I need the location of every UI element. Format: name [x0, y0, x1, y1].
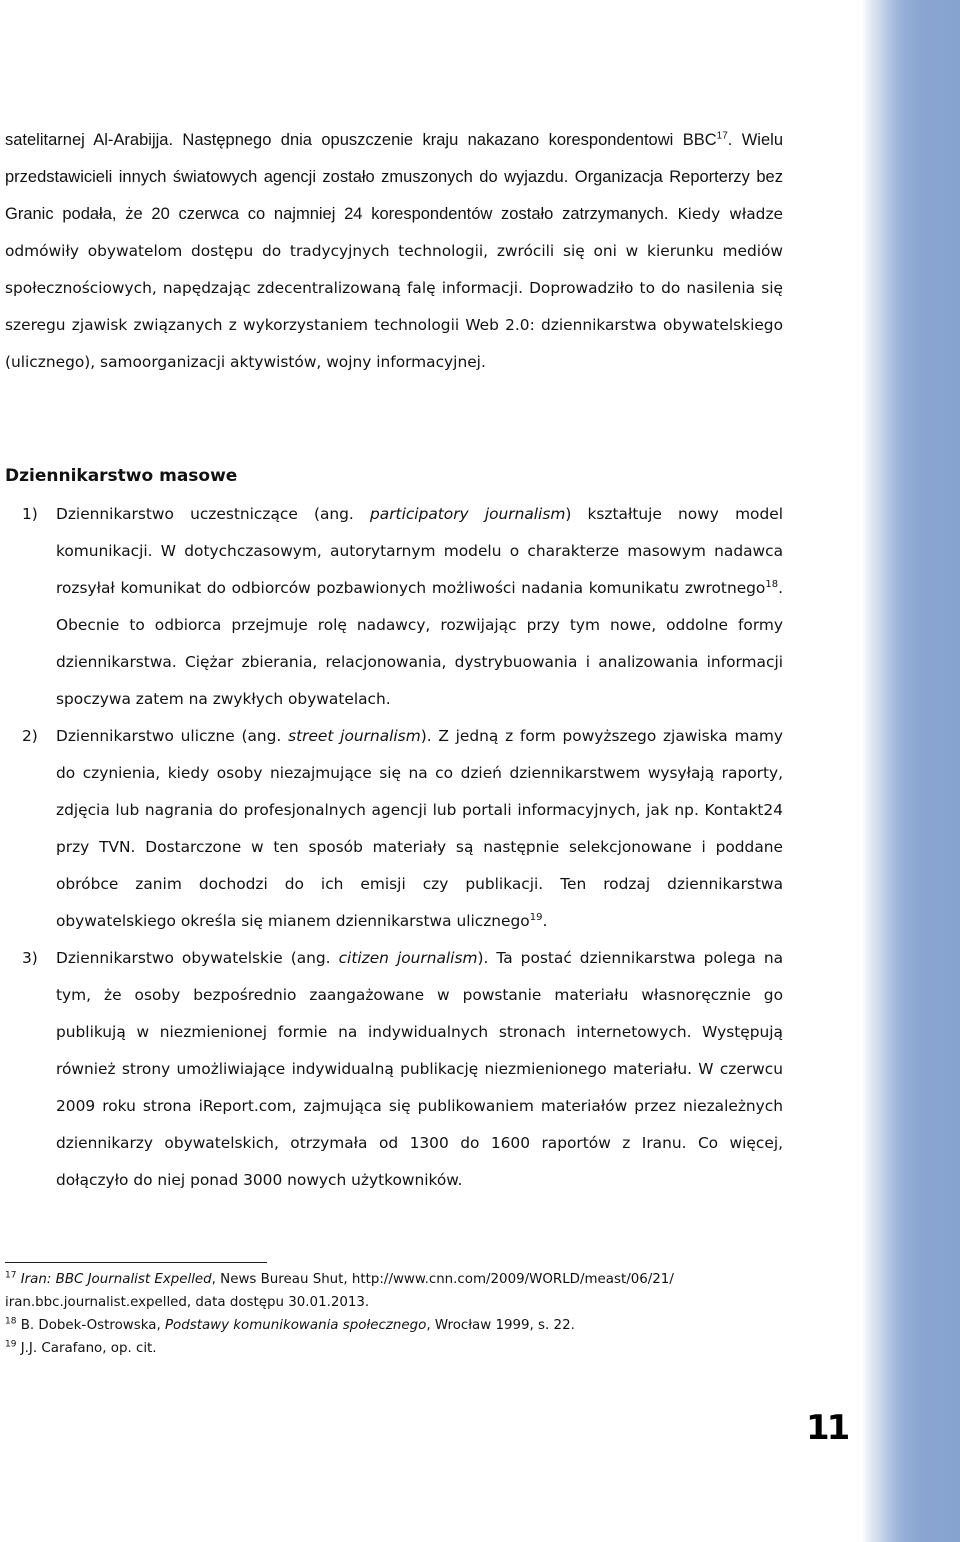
footnote: [5, 1268, 783, 1314]
list-item-term: street journalism: [288, 727, 421, 745]
list-item: [5, 718, 783, 940]
list-item-term: participatory journalism: [370, 505, 566, 523]
body-text-c: Kiedy władze odmówiły obywatelom dostępu do tradycyjnych technologii, zwrócili się oni w kierunku mediów społecznościowych, napędzając zdecentralizowaną falę informacji. Doprowadziło to do nasilenia się szeregu zjawisk związanych z wykorzystaniem technologii Web 2.0: dziennikarstwa obywatelskiego (ulicznego), samoorganizacji aktywistów, wojny informacyjnej.: [5, 205, 783, 371]
footnote: [5, 1337, 783, 1360]
list-item-lead: Dziennikarstwo uliczne (ang.: [56, 727, 289, 745]
list-item: [5, 940, 783, 1199]
footnote-ref-19[interactable]: 19: [529, 911, 543, 923]
list-item: [5, 496, 783, 718]
footnote: [5, 1314, 783, 1337]
footnote-number: 18: [5, 1316, 17, 1327]
footnote-pre: B. Dobek-Ostrowska,: [20, 1318, 165, 1333]
numbered-list: [5, 496, 783, 1199]
list-item-tail: ). Ta postać dziennikarstwa polega na tym, że osoby bezpośrednio zaangażowane w powstanie materiału własnoręcznie go publikują w niezmienionej formie na indywidualnych stronach internetowych. Występują również strony umożliwiające indywidualną publikację niezmienionego materiału. W czerwcu 2009 roku strona iReport.com, zajmująca się publikowaniem materiałów przez niezależnych dziennikarzy obywatelskich, otrzymała od 1300 do 1600 raportów z Iranu. Co więcej, dołączyło do niej ponad 3000 nowych użytkowników.: [56, 949, 783, 1189]
list-item-number: 1): [22, 505, 38, 523]
footnote-text: , Wrocław 1999, s. 22.: [426, 1318, 575, 1333]
page-side-stripe: [862, 0, 960, 1542]
footnote-pre: J.J. Carafano, op. cit.: [20, 1341, 157, 1356]
body-text-a: satelitarnej Al-Arabijja. Następnego dnia opuszczenie kraju nakazano korespondentowi BBC: [5, 131, 717, 149]
footnote-ref-18[interactable]: 18: [765, 578, 779, 590]
body-paragraph: [5, 122, 783, 381]
section-heading: Dziennikarstwo masowe: [5, 466, 238, 486]
footnote-number: 19: [5, 1339, 17, 1350]
footnote-italic: Podstawy komunikowania społecznego: [164, 1318, 427, 1333]
page-number: 11: [806, 1408, 848, 1448]
footnotes: [5, 1268, 783, 1360]
list-item-number: 2): [22, 727, 38, 745]
footnote-text: , News Bureau Shut, http://www.cnn.com/2009/WORLD/meast/06/21/ iran.bbc.journalist.expelled, data dostępu 30.01.2013.: [5, 1272, 674, 1310]
list-item-number: 3): [22, 949, 38, 967]
list-item-term: citizen journalism: [338, 949, 478, 967]
footnote-ref-17[interactable]: 17: [716, 130, 728, 142]
footnote-number: 17: [5, 1270, 17, 1281]
list-item-after: . Obecnie to odbiorca przejmuje rolę nadawcy, rozwijając przy tym nowe, oddolne formy dziennikarstwa. Ciężar zbierania, relacjonowania, dystrybuowania i analizowania informacji spoczywa zatem na zwykłych obywatelach.: [56, 579, 783, 708]
list-item-after: .: [542, 912, 548, 930]
list-item-lead: Dziennikarstwo obywatelskie (ang.: [56, 949, 339, 967]
footnote-italic: Iran: BBC Journalist Expelled: [20, 1272, 212, 1287]
list-item-lead: Dziennikarstwo uczestniczące (ang.: [56, 505, 370, 523]
list-item-tail: ). Z jedną z form powyższego zjawiska mamy do czynienia, kiedy osoby niezajmujące się na co dzień dziennikarstwem wysyłają raporty, zdjęcia lub nagrania do profesjonalnych agencji lub portali informacyjnych, jak np. Kontakt24 przy TVN. Dostarczone w ten sposób materiały są następnie selekcjonowane i poddane obróbce zanim dochodzi do ich emisji czy publikacji. Ten rodzaj dziennikarstwa obywatelskiego określa się mianem dziennikarstwa ulicznego: [56, 727, 783, 930]
list-item-tail: ) kształtuje nowy model komunikacji. W dotychczasowym, autorytarnym modelu o charakterze masowym nadawca rozsyłał komunikat do odbiorców pozbawionych możliwości nadania komunikatu zwrotnego: [56, 505, 783, 597]
body-text-b: . Wielu przedstawicieli innych światowych agencji zostało zmuszonych do wyjazdu. Organizacja Reporterzy bez Granic podała, że 20 czerwca co najmniej 24 korespondentów zostało zatrzymanych.: [5, 131, 783, 223]
footnote-separator: [5, 1262, 267, 1263]
